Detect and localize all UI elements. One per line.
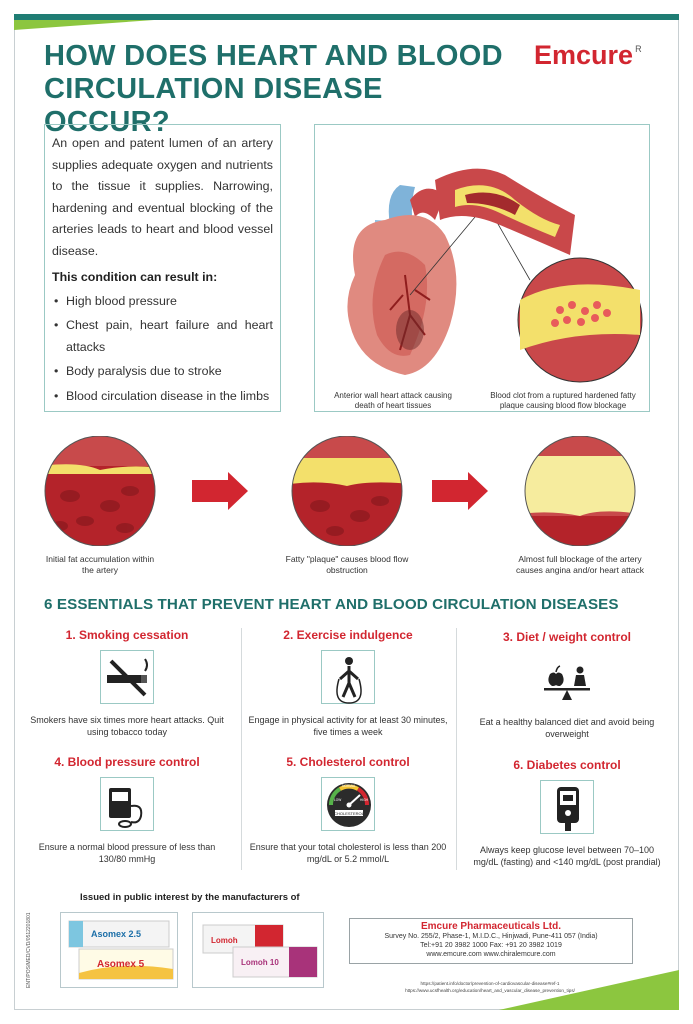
references xyxy=(340,980,640,994)
stage-3-circle xyxy=(520,436,640,546)
condition-item: • Blood circulation disease in the limbs xyxy=(52,386,273,408)
essential-exercise xyxy=(248,628,448,738)
top-green-accent xyxy=(14,20,154,30)
artery-stages-graphic xyxy=(0,436,693,546)
heart-artery-graphic xyxy=(315,125,650,412)
conditions-list xyxy=(52,291,273,408)
divider-2 xyxy=(456,628,457,870)
issued-note: Issued in public interest by the manufacturers of xyxy=(80,892,300,903)
product-asomex xyxy=(60,912,178,988)
product-name: Asomex 2.5 xyxy=(91,929,142,939)
blood-pressure-monitor-icon xyxy=(100,777,154,831)
stage-1-caption: Initial fat accumulation within the artery xyxy=(45,554,155,575)
divider-1 xyxy=(241,628,242,870)
side-print-code: ENT/POS/MED/CVD/0512201801 xyxy=(26,912,32,988)
balance-scale-icon xyxy=(540,652,594,706)
essential-heading: 4. Blood pressure control xyxy=(54,755,200,769)
caption-blood-clot: Blood clot from a ruptured hardened fatty plaque causing blood flow blockage xyxy=(490,391,636,410)
essential-text: Always keep glucose level between 70–100 mg/dL (fasting) and <140 mg/dL (post prandial) xyxy=(473,845,661,867)
essentials-title: 6 ESSENTIALS THAT PREVENT HEART AND BLOOD CIRCULATION DISEASES xyxy=(44,596,619,613)
heart-illustration xyxy=(314,124,650,412)
condition-item: • High blood pressure xyxy=(52,291,273,313)
reference-link[interactable]: https://www.ucsfhealth.org/education/heart_and_vascular_disease_prevention_tips/ xyxy=(405,988,575,993)
essential-heading: 1. Smoking cessation xyxy=(65,628,189,642)
no-smoking-icon xyxy=(100,650,154,704)
arrow-1 xyxy=(192,472,248,510)
company-address-box xyxy=(349,918,633,964)
company-phone: Tel:+91 20 3982 1000 Fax: +91 20 3982 1019 xyxy=(420,942,562,949)
brand-name: Emcure xyxy=(534,40,634,70)
cholesterol-gauge-icon xyxy=(321,777,375,831)
registered-mark: R xyxy=(635,44,642,54)
skipping-rope-icon xyxy=(321,650,375,704)
essential-heading: 2. Exercise indulgence xyxy=(283,628,413,642)
condition-item: • Body paralysis due to stroke xyxy=(52,361,273,383)
product-name: Lomoh xyxy=(211,936,238,945)
essential-diabetes xyxy=(467,758,667,868)
glucometer-icon xyxy=(540,780,594,834)
essential-blood-pressure xyxy=(27,755,227,865)
stage-3-caption: Almost full blockage of the artery causes angina and/or heart attack xyxy=(515,554,645,575)
condition-item: • Chest pain, heart failure and heart attacks xyxy=(52,315,273,358)
essential-text: Smokers have six times more heart attacks. Quit using tobacco today xyxy=(30,715,224,737)
stage-2-caption: Fatty "plaque" causes blood flow obstruction xyxy=(285,554,409,575)
company-name: Emcure Pharmaceuticals Ltd. xyxy=(420,921,562,932)
essential-text: Eat a healthy balanced diet and avoid being overweight xyxy=(479,717,655,739)
gauge-low-label: LOW xyxy=(334,798,342,802)
gauge-high-label: HIGH xyxy=(360,798,368,802)
artery-stages xyxy=(0,436,693,581)
caption-heart-attack: Anterior wall heart attack causing death of heart tissues xyxy=(334,391,452,410)
intro-paragraph: An open and patent lumen of an artery supplies adequate oxygen and nutrients to the tissue it supplies. Narrowing, hardening and eventual blocking of the arteries leads to heart and blood vessel disease. xyxy=(52,136,273,258)
reference-link[interactable]: https://patient.info/doctor/prevention-of-cardiovascular-disease#ref-1 xyxy=(420,981,560,986)
gauge-center-label: CHOLESTEROL xyxy=(334,810,364,816)
company-address: Survey No. 255/2, Phase-1, M.I.D.C., Hinjwadi, Pune-411 057 (India) xyxy=(384,933,598,940)
company-web: www.emcure.com www.chiralemcure.com xyxy=(426,951,556,958)
essential-text: Ensure a normal blood pressure of less than 130/80 mmHg xyxy=(38,842,216,864)
essential-text: Ensure that your total cholesterol is less than 200 mg/dL or 5.2 mmol/L xyxy=(249,842,447,864)
essential-heading: 6. Diabetes control xyxy=(513,758,621,772)
essential-heading: 5. Cholesterol control xyxy=(286,755,410,769)
gauge-normal-label: NORMAL xyxy=(342,784,356,788)
product-lomoh xyxy=(192,912,324,988)
brand-logo xyxy=(534,40,640,71)
conditions-subheading: This condition can result in: xyxy=(52,270,218,284)
intro-box xyxy=(44,124,281,412)
page-title: HOW DOES HEART AND BLOOD CIRCULATION DISEASE OCCUR? xyxy=(44,40,503,138)
product-name-2: Lomoh 10 xyxy=(241,958,279,967)
arrow-2 xyxy=(432,472,488,510)
essential-smoking xyxy=(27,628,227,738)
stage-1-circle xyxy=(40,436,160,546)
product-name-2: Asomex 5 xyxy=(97,959,145,970)
essential-text: Engage in physical activity for at least 30 minutes, five times a week xyxy=(248,715,448,737)
essential-heading: 3. Diet / weight control xyxy=(502,630,631,644)
essential-diet xyxy=(467,630,667,740)
essential-cholesterol xyxy=(248,755,448,865)
